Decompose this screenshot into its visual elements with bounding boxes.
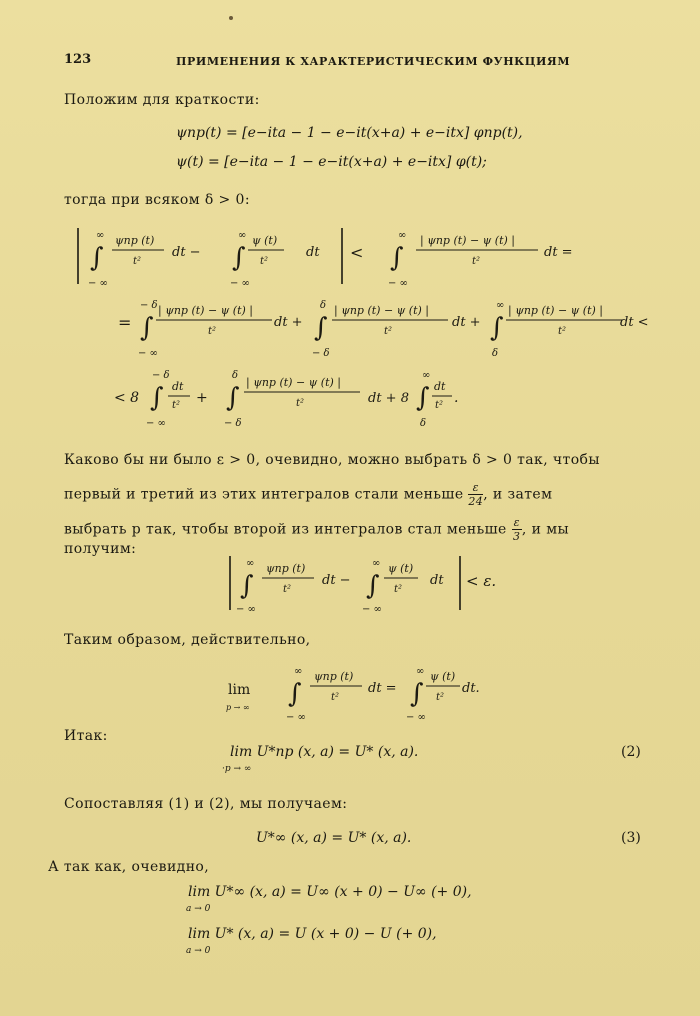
svg-text:δ: δ <box>420 418 427 429</box>
svg-text:∫: ∫ <box>150 383 164 413</box>
svg-text:ψ (t): ψ (t) <box>252 234 278 247</box>
svg-text:| ψnp (t) − ψ (t) |: | ψnp (t) − ψ (t) | <box>246 376 341 389</box>
svg-text:t²: t² <box>435 400 444 411</box>
svg-text:dt <: dt < <box>620 315 649 330</box>
svg-text:dt −: dt − <box>322 573 351 588</box>
fraction-eps-3: $\frac{\varepsilon}{3}$ <box>513 516 521 543</box>
limit-subscript-a1: a → 0 <box>186 904 211 914</box>
svg-text:t²: t² <box>394 584 403 595</box>
limit-of-integrals <box>222 660 522 722</box>
limit-subscript-p: ·p → ∞ <box>222 764 252 774</box>
svg-text:<: < <box>350 243 364 262</box>
svg-text:− ∞: − ∞ <box>362 604 382 614</box>
svg-text:=: = <box>118 313 132 332</box>
svg-text:− ∞: − ∞ <box>286 712 306 722</box>
svg-text:| ψnp (t) − ψ (t) |: | ψnp (t) − ψ (t) | <box>334 304 429 317</box>
svg-text:δ: δ <box>492 348 499 359</box>
svg-text:− ∞: − ∞ <box>406 712 426 722</box>
svg-text:dt.: dt. <box>462 681 480 696</box>
svg-text:dt: dt <box>434 380 446 393</box>
svg-text:∫: ∫ <box>240 571 254 601</box>
svg-text:ψnp (t): ψnp (t) <box>115 234 155 247</box>
svg-text:− ∞: − ∞ <box>138 348 158 359</box>
fraction-eps-24: $\frac{\varepsilon}{24}$ <box>468 481 484 508</box>
svg-text:∞: ∞ <box>96 230 105 241</box>
svg-text:− δ: − δ <box>152 370 170 381</box>
svg-text:∫: ∫ <box>288 679 302 709</box>
equation-lim-u-inf: lim U*∞ (x, a) = U∞ (x + 0) − U∞ (+ 0), <box>188 884 472 900</box>
svg-text:δ: δ <box>320 300 327 311</box>
svg-text:− δ: − δ <box>140 300 158 311</box>
text-and-then: , и затем <box>483 486 553 503</box>
integral-estimate-block <box>60 222 660 432</box>
svg-text:∫: ∫ <box>90 243 104 273</box>
paragraph-comparing: Сопоставляя (1) и (2), мы получаем: <box>64 796 348 812</box>
svg-text:dt + 8: dt + 8 <box>368 391 409 406</box>
svg-text:∞: ∞ <box>416 666 425 677</box>
svg-text:∫: ∫ <box>490 313 504 343</box>
svg-text:< 8: < 8 <box>114 390 140 406</box>
paragraph-choose-p <box>64 516 569 543</box>
paragraph-intro: Положим для краткости: <box>64 92 260 108</box>
svg-text:< ε.: < ε. <box>466 572 497 590</box>
paragraph-for-any-delta: тогда при всяком δ > 0: <box>64 192 250 208</box>
svg-text:∞: ∞ <box>238 230 247 241</box>
svg-text:t²: t² <box>331 692 340 703</box>
svg-text:∞: ∞ <box>246 558 255 569</box>
svg-text:− ∞: − ∞ <box>388 278 408 289</box>
equation-3: U*∞ (x, a) = U* (x, a). <box>256 830 412 846</box>
svg-text:t²: t² <box>296 398 305 409</box>
svg-text:− ∞: − ∞ <box>88 278 108 289</box>
paragraph-choose-delta: Каково бы ни было ε > 0, очевидно, можно выбрать δ > 0 так, чтобы <box>64 452 600 468</box>
svg-text:| ψnp (t) − ψ (t) |: | ψnp (t) − ψ (t) | <box>508 304 603 317</box>
svg-text:∫: ∫ <box>140 313 154 343</box>
svg-text:− ∞: − ∞ <box>236 604 256 614</box>
svg-text:+: + <box>196 390 208 406</box>
svg-text:t²: t² <box>558 326 567 337</box>
equation-psi-np: ψnp(t) = [e−ita − 1 − e−it(x+a) + e−itx] φnp(t), <box>176 125 523 141</box>
text-and-we: , и мы <box>521 521 570 538</box>
equation-psi: ψ(t) = [e−ita − 1 − e−it(x+a) + e−itx] φ(t); <box>176 154 487 170</box>
equation-lim-u: lim U* (x, a) = U (x + 0) − U (+ 0), <box>188 926 437 942</box>
inequality-epsilon <box>222 552 522 614</box>
svg-text:∫: ∫ <box>390 243 404 273</box>
text-choose-p: выбрать p так, чтобы второй из интегралов стал меньше <box>64 521 507 538</box>
svg-text:∞: ∞ <box>422 370 431 381</box>
paragraph-we-get: получим: <box>64 541 137 557</box>
svg-text:p → ∞: p → ∞ <box>226 703 250 712</box>
svg-text:− ∞: − ∞ <box>146 418 166 429</box>
equation-label-3: (3) <box>621 830 641 846</box>
svg-text:t²: t² <box>472 256 481 267</box>
svg-text:∫: ∫ <box>314 313 328 343</box>
svg-text:dt: dt <box>430 573 444 588</box>
svg-text:dt =: dt = <box>368 681 397 696</box>
svg-text:dt +: dt + <box>274 315 303 330</box>
text-first-third: первый и третий из этих интегралов стали меньше <box>64 486 464 503</box>
svg-text:t²: t² <box>436 692 445 703</box>
svg-text:dt: dt <box>306 245 320 260</box>
limit-subscript-a2: a → 0 <box>186 946 211 956</box>
svg-text:ψnp (t): ψnp (t) <box>266 562 306 575</box>
svg-text:dt =: dt = <box>544 245 573 260</box>
running-title: ПРИМЕНЕНИЯ К ХАРАКТЕРИСТИЧЕСКИМ ФУНКЦИЯМ <box>176 55 571 68</box>
svg-text:t²: t² <box>283 584 292 595</box>
paragraph-first-third <box>64 481 552 508</box>
svg-text:∞: ∞ <box>398 230 407 241</box>
svg-text:t²: t² <box>260 256 269 267</box>
svg-text:ψ (t): ψ (t) <box>430 670 456 683</box>
svg-text:.: . <box>454 390 459 406</box>
svg-text:∫: ∫ <box>232 243 246 273</box>
svg-text:t²: t² <box>384 326 393 337</box>
equation-2: lim U*np (x, a) = U* (x, a). <box>230 744 419 760</box>
paragraph-since: А так как, очевидно, <box>48 859 210 875</box>
print-speck <box>229 16 233 20</box>
svg-text:dt +: dt + <box>452 315 481 330</box>
svg-text:− δ: − δ <box>312 348 330 359</box>
svg-text:| ψnp (t) − ψ (t) |: | ψnp (t) − ψ (t) | <box>420 234 515 247</box>
svg-text:dt: dt <box>172 380 184 393</box>
svg-text:dt −: dt − <box>172 245 201 260</box>
svg-text:t²: t² <box>208 326 217 337</box>
equation-label-2: (2) <box>621 744 641 760</box>
svg-text:ψ (t): ψ (t) <box>388 562 414 575</box>
svg-text:∫: ∫ <box>226 383 240 413</box>
svg-text:t²: t² <box>172 400 181 411</box>
svg-text:∞: ∞ <box>294 666 303 677</box>
svg-text:∫: ∫ <box>410 679 424 709</box>
paragraph-thus: Таким образом, действительно, <box>64 632 311 648</box>
paragraph-so: Итак: <box>64 728 108 744</box>
svg-text:∫: ∫ <box>416 383 430 413</box>
svg-text:δ: δ <box>232 370 239 381</box>
svg-text:− ∞: − ∞ <box>230 278 250 289</box>
svg-text:lim: lim <box>228 682 251 698</box>
svg-text:− δ: − δ <box>224 418 242 429</box>
svg-text:| ψnp (t) − ψ (t) |: | ψnp (t) − ψ (t) | <box>158 304 253 317</box>
svg-text:t²: t² <box>133 256 142 267</box>
svg-text:ψnp (t): ψnp (t) <box>314 670 354 683</box>
svg-text:∞: ∞ <box>372 558 381 569</box>
svg-text:∞: ∞ <box>496 300 505 311</box>
page-number: 123 <box>64 52 92 67</box>
svg-text:∫: ∫ <box>366 571 380 601</box>
